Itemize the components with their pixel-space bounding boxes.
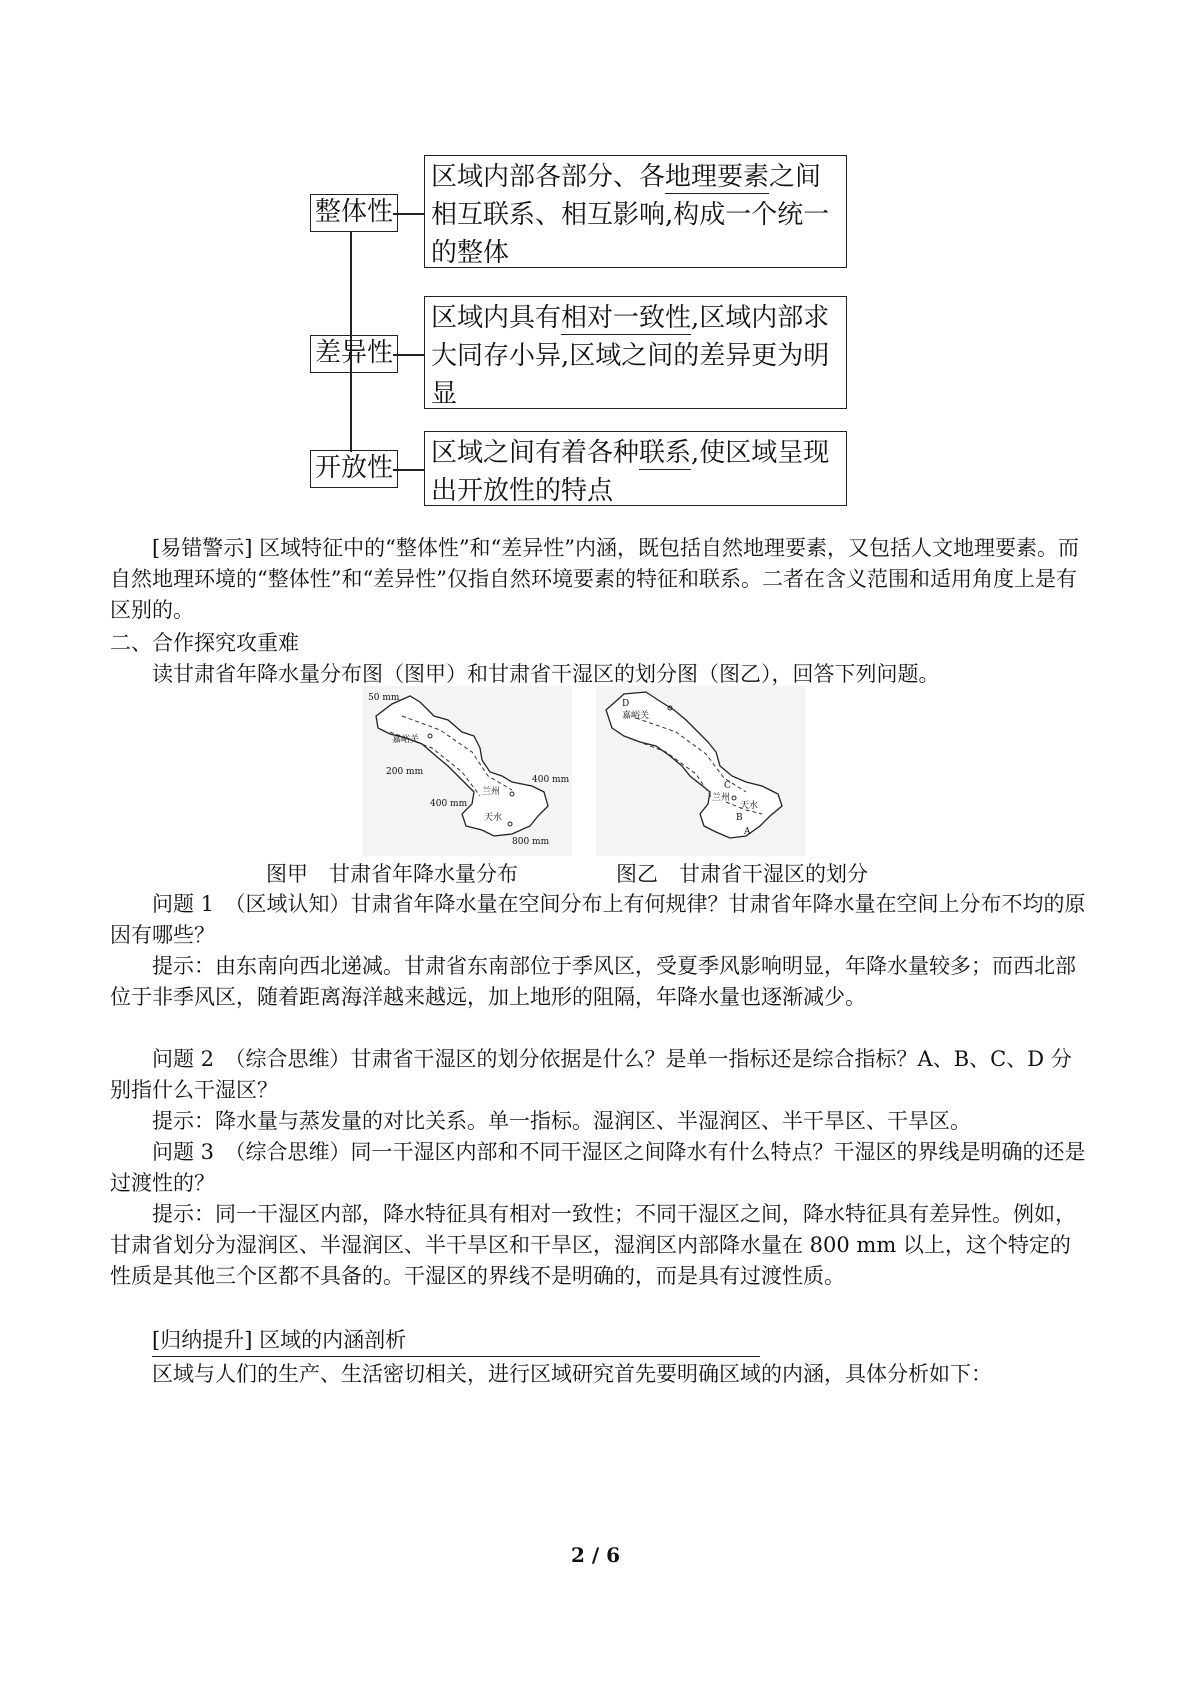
section-title-text: 二、合作探究攻重难: [110, 631, 299, 655]
summary-title: 区域的内涵剖析: [259, 1328, 407, 1352]
desc-openness-underlined: 联系: [639, 438, 692, 468]
desc-openness-part1: 区域之间有着各种: [431, 438, 640, 468]
caption-right-text: 图乙 甘肃省干湿区的划分: [616, 862, 868, 886]
caption-left: [266, 858, 518, 888]
summary-text: 区域与人们的生产、生活密切相关，进行区域研究首先要明确区域的内涵，具体分析如下：: [152, 1362, 992, 1386]
section-title: [110, 628, 1090, 659]
label-openness-text: 开放性: [315, 453, 394, 483]
question-1: [110, 889, 1090, 951]
label-b: B: [736, 813, 743, 823]
label-tianshui-right: 天水: [740, 801, 759, 811]
summary-tag: [归纳提升]: [152, 1328, 253, 1352]
label-800mm: 800 mm: [512, 837, 550, 847]
connector-difference: [393, 354, 425, 356]
summary-heading-underlined: [152, 1325, 760, 1357]
hint-2: [110, 1106, 1090, 1137]
desc-integrity: [424, 155, 847, 268]
dry-wet-zone-map: [596, 686, 806, 856]
label-lanzhou-left: 兰州: [482, 787, 501, 797]
hint-1: [110, 951, 1090, 1013]
desc-openness-part3: ,使区域呈现出开放性的特点: [431, 438, 830, 506]
label-integrity: [310, 194, 398, 232]
label-jiayuguan-right: 嘉峪关: [622, 711, 650, 721]
question-2-text: 问题 2 （综合思维）甘肃省干湿区的划分依据是什么？是单一指标还是综合指标？A、B、C、D 分别指什么干湿区？: [110, 1047, 1072, 1102]
hint-3: [110, 1199, 1090, 1292]
page-number-text: 2 / 6: [570, 1543, 621, 1567]
label-a: A: [744, 827, 751, 837]
precipitation-map: [362, 686, 572, 856]
summary-paragraph: [110, 1359, 1090, 1390]
question-2: [110, 1044, 1090, 1106]
caption-left-text: 图甲 甘肃省年降水量分布: [266, 862, 518, 886]
page-number: [0, 1543, 1191, 1567]
desc-openness: [424, 431, 847, 506]
desc-integrity-underlined: 地理要素: [665, 162, 770, 192]
desc-integrity-part3: 之间相互联系、相互影响,构成一个统一的整体: [431, 162, 830, 268]
summary-heading: [110, 1325, 1090, 1357]
caption-right: [616, 858, 868, 888]
label-50mm: 50 mm: [368, 693, 400, 703]
warning-tag: [易错警示]: [152, 536, 253, 560]
hint-1-text: 提示：由东南向西北递减。甘肃省东南部位于季风区，受夏季风影响明显，年降水量较多；而西北部位于非季风区，随着距离海洋越来越远，加上地形的阻隔，年降水量也逐渐减少。: [110, 954, 1076, 1009]
question-3-text: 问题 3 （综合思维）同一干湿区内部和不同干湿区之间降水有什么特点？干湿区的界线是明确的还是过渡性的？: [110, 1140, 1086, 1195]
label-400mm-left: 400 mm: [430, 799, 468, 809]
desc-difference-part3: ,区域内部求大同存小异,区域之间的差异更为明显: [431, 303, 830, 409]
warning-text: 区域特征中的“整体性”和“差异性”内涵，既包括自然地理要素，又包括人文地理要素。而自然地理环境的“整体性”和“差异性”仅指自然环境要素的特征和联系。二者在含义范围和适用角度上是有区别的。: [110, 536, 1080, 622]
desc-difference: [424, 296, 847, 409]
hint-3-text: 提示：同一干湿区内部，降水特征具有相对一致性；不同干湿区之间，降水特征具有差异性。例如，甘肃省划分为湿润区、半湿润区、半干旱区和干旱区，湿润区内部降水量在 800 mm 以上，这个特定的性质是其他三个区都不具备的。干湿区的界线不是明确的，而是具有过渡性质。: [110, 1202, 1076, 1288]
question-3: [110, 1137, 1090, 1199]
warning-paragraph: [110, 533, 1090, 626]
section-intro-text: 读甘肃省年降水量分布图（图甲）和甘肃省干湿区的划分图（图乙），回答下列问题。: [152, 662, 940, 686]
connector-openness: [393, 469, 425, 471]
label-200mm: 200 mm: [386, 767, 424, 777]
hint-2-text: 提示：降水量与蒸发量的对比关系。单一指标。湿润区、半湿润区、半干旱区、干旱区。: [152, 1109, 971, 1133]
label-c: C: [724, 781, 731, 791]
label-openness: [310, 450, 398, 488]
desc-difference-underlined: 相对一致性: [561, 303, 692, 333]
desc-difference-part1: 区域内具有: [431, 303, 562, 333]
label-tianshui-left: 天水: [484, 813, 503, 823]
label-jiayuguan-left: 嘉峪关: [392, 735, 420, 745]
desc-integrity-part1: 区域内部各部分、各: [431, 162, 666, 192]
label-lanzhou-right: 兰州: [712, 793, 731, 803]
label-400mm-right: 400 mm: [532, 775, 570, 785]
label-difference: [310, 335, 398, 373]
question-1-text: 问题 1 （区域认知）甘肃省年降水量在空间分布上有何规律？甘肃省年降水量在空间上分布不均的原因有哪些？: [110, 892, 1086, 947]
label-difference-text: 差异性: [315, 338, 394, 368]
connector-integrity: [393, 213, 425, 215]
label-integrity-text: 整体性: [315, 197, 394, 227]
label-d: D: [622, 699, 630, 709]
